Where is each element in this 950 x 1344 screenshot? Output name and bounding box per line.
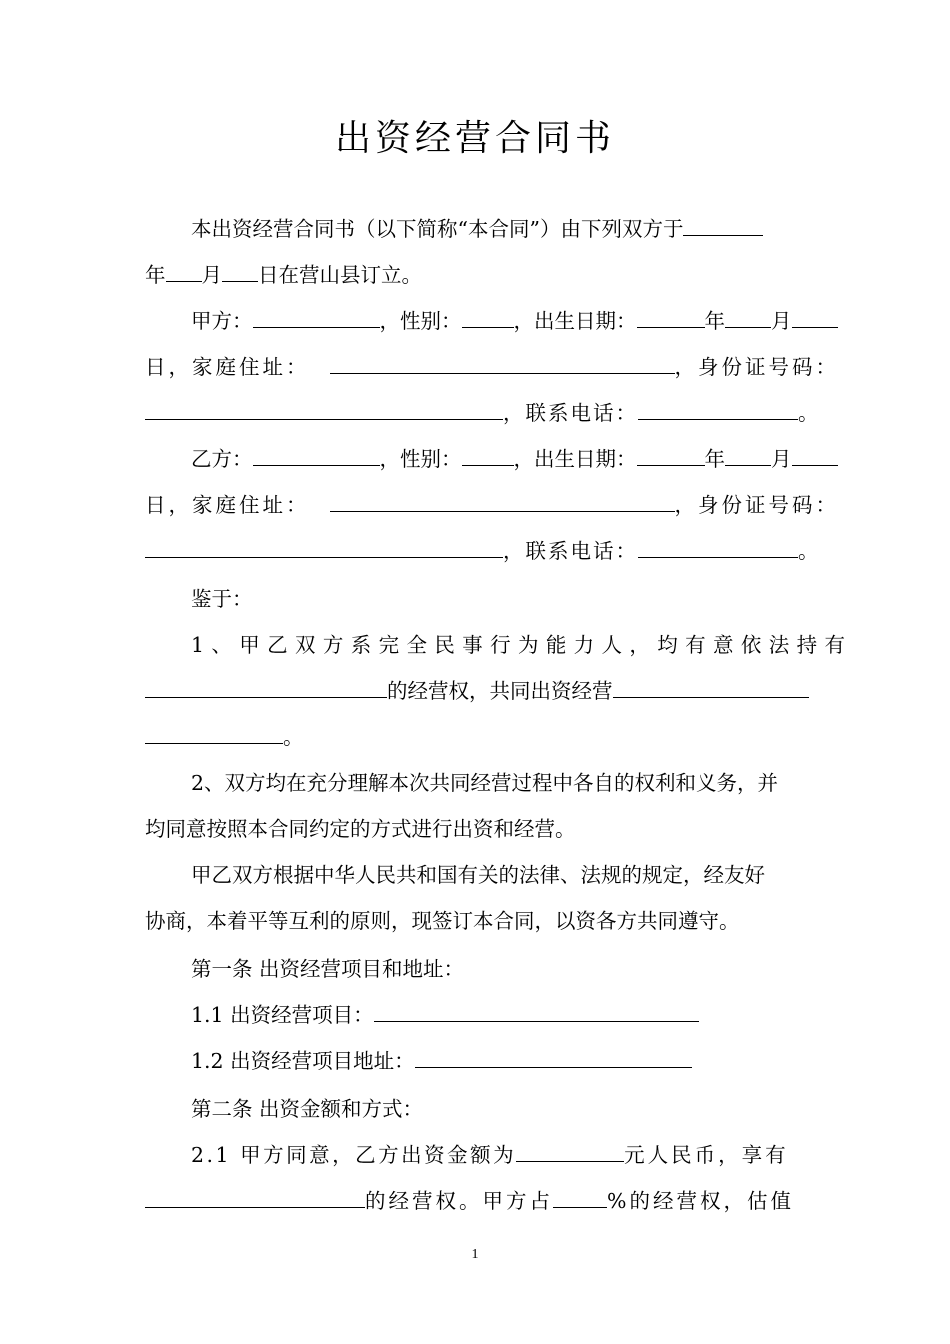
year-label: 年 [145, 263, 166, 287]
party-a-name-blank[interactable] [253, 306, 380, 328]
item-1-line-2 [145, 676, 845, 706]
business-blank[interactable] [613, 676, 809, 698]
party-a-phone-label: ，联系电话： [503, 401, 638, 425]
date-blank[interactable] [683, 214, 763, 236]
intro-text: 本出资经营合同书（以下简称“本合同”）由下列双方于 [191, 217, 684, 241]
item-2-line-2: 均同意按照本合同约定的方式进行出资和经营。 [145, 817, 576, 841]
operating-right-scope-blank[interactable] [145, 1186, 365, 1208]
party-b-line-3 [145, 536, 845, 566]
party-a-day-blank[interactable] [792, 306, 838, 328]
party-a-month-label: 月 [771, 309, 792, 333]
party-b-day-blank[interactable] [792, 444, 838, 466]
item-1-text: 的经营权，共同出资经营 [387, 679, 613, 703]
clause-1-2 [191, 1046, 845, 1076]
party-a-id-label: ，身份证号码： [674, 355, 839, 379]
party-a-line-2 [145, 352, 845, 382]
party-a-line-3 [145, 398, 845, 428]
party-b-line-2 [145, 490, 845, 520]
party-b-phone-label: ，联系电话： [503, 539, 638, 563]
party-b-month-label: 月 [771, 447, 792, 471]
item-2-line-1: 2、双方均在充分理解本次共同经营过程中各自的权利和义务，并 [191, 771, 779, 795]
clause-2-1-valuation-text: %的经营权，估值 [607, 1189, 794, 1213]
whereas-heading: 鉴于： [191, 587, 253, 611]
party-b-name-blank[interactable] [253, 444, 380, 466]
page-number: 1 [471, 1247, 479, 1262]
party-a-year-label: 年 [704, 309, 725, 333]
project-blank[interactable] [374, 1000, 699, 1022]
clause-2-1-currency: 元人民币，享有 [624, 1143, 789, 1167]
basis-line-1: 甲乙双方根据中华人民共和国有关的法律、法规的规定，经友好 [191, 863, 765, 887]
party-a-phone-blank[interactable] [638, 398, 798, 420]
party-a-year-blank[interactable] [637, 306, 705, 328]
party-b-address-label: 日，家庭住址： [145, 493, 310, 517]
clause-2-1-text: 2.1 甲方同意，乙方出资金额为 [191, 1143, 517, 1167]
party-a-gender-label: ，性别： [379, 309, 462, 333]
party-b-gender-blank[interactable] [462, 444, 514, 466]
document-title: 出资经营合同书 [334, 118, 615, 159]
operating-right-blank[interactable] [145, 676, 387, 698]
party-a-label: 甲方： [191, 309, 253, 333]
month-label: 月 [201, 263, 222, 287]
party-b-month-blank[interactable] [725, 444, 771, 466]
basis-line-2: 协商，本着平等互利的原则，现签订本合同，以资各方共同遵守。 [145, 909, 740, 933]
period: 。 [798, 539, 819, 563]
party-a-id-blank[interactable] [145, 398, 503, 420]
party-b-id-label: ，身份证号码： [674, 493, 839, 517]
party-b-label: 乙方： [191, 447, 253, 471]
party-b-gender-label: ，性别： [379, 447, 462, 471]
clause-2-1-line-2 [145, 1186, 845, 1216]
period: 。 [283, 725, 304, 749]
item-1-line-1: 1、甲乙双方系完全民事行为能力人，均有意依法持有 [191, 633, 845, 657]
article-2-heading: 第二条 出资金额和方式： [191, 1097, 424, 1121]
amount-blank[interactable] [516, 1140, 624, 1162]
party-b-phone-blank[interactable] [638, 536, 798, 558]
party-b-year-blank[interactable] [637, 444, 705, 466]
party-a-gender-blank[interactable] [462, 306, 514, 328]
clause-1-2-label: 1.2 出资经营项目地址： [191, 1049, 415, 1073]
intro-line-2 [145, 260, 845, 290]
party-a-month-blank[interactable] [725, 306, 771, 328]
day-blank[interactable] [222, 260, 258, 282]
party-a-line-1 [191, 306, 845, 336]
party-b-year-label: 年 [704, 447, 725, 471]
article-1-heading: 第一条 出资经营项目和地址： [191, 957, 465, 981]
intro-line-1 [191, 214, 845, 244]
party-b-address-blank[interactable] [330, 490, 675, 512]
party-a-dob-label: ，出生日期： [513, 309, 637, 333]
business-blank-cont[interactable] [145, 722, 283, 744]
clause-1-1-label: 1.1 出资经营项目： [191, 1003, 374, 1027]
period: 。 [798, 401, 819, 425]
party-a-address-label: 日，家庭住址： [145, 355, 310, 379]
party-a-address-blank[interactable] [330, 352, 675, 374]
clause-2-1-line-1 [191, 1140, 845, 1170]
clause-2-1-share-text: 的经营权。甲方占 [365, 1189, 553, 1213]
share-percent-blank[interactable] [553, 1186, 607, 1208]
party-b-line-1 [191, 444, 845, 474]
party-b-id-blank[interactable] [145, 536, 503, 558]
intro-place-text: 日在营山县订立。 [258, 263, 422, 287]
party-b-dob-label: ，出生日期： [513, 447, 637, 471]
clause-1-1 [191, 1000, 845, 1030]
project-address-blank[interactable] [415, 1046, 692, 1068]
item-1-line-3 [145, 722, 845, 752]
month-blank[interactable] [166, 260, 202, 282]
